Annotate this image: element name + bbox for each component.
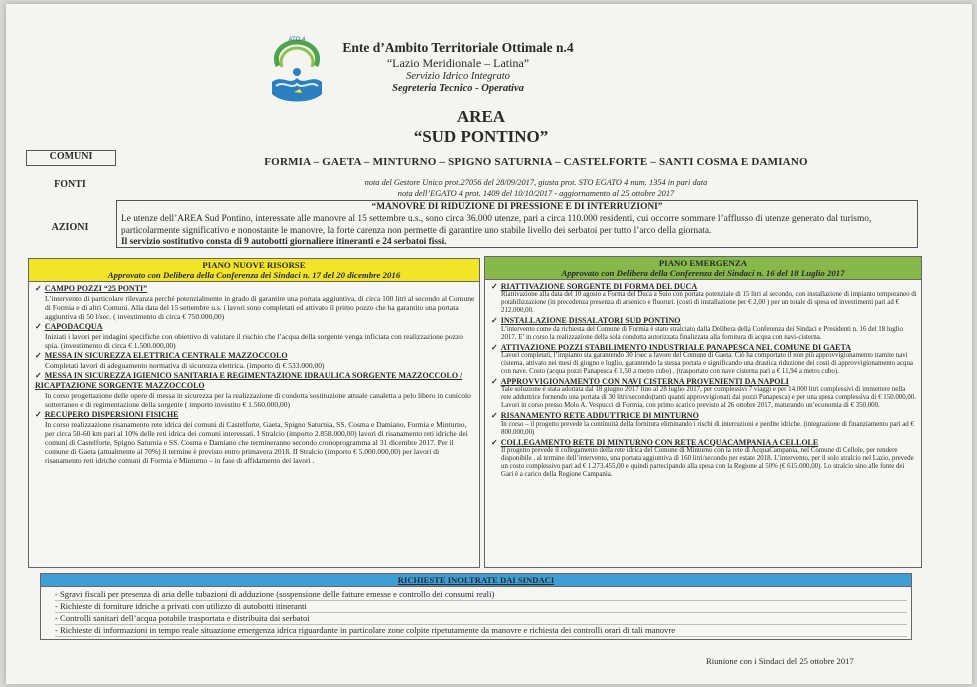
item-title: ✓ ATTIVAZIONE POZZI STABILIMENTO INDUSTRIALE PANAPESCA NEL COMUNE DI GAETA bbox=[491, 343, 917, 352]
azioni-service: Il servizio sostitutivo consta di 9 autobotti giornaliere itineranti e 24 serbatoi fissi. bbox=[121, 237, 447, 248]
item-title: ✓ RECUPERO DISPERSIONI FISICHE bbox=[35, 410, 475, 420]
list-item bbox=[491, 343, 917, 376]
piano-nuove-risorse-panel bbox=[28, 258, 480, 568]
piano-risorse-subtitle: Approvato con Delibera della Conferenza dei Sindaci n. 17 del 20 dicembre 2016 bbox=[107, 270, 401, 281]
piano-emergenza-header bbox=[485, 257, 921, 280]
piano-risorse-header bbox=[29, 259, 479, 282]
item-title: ✓ CAMPO POZZI “25 PONTI” bbox=[35, 284, 475, 294]
comuni-list: FORMIA – GAETA – MINTURNO – SPIGNO SATURNIA – CASTELFORTE – SANTI COSMA E DAMIANO bbox=[264, 156, 808, 168]
list-item: - Controlli sanitari dell’acqua potabile trasportata e distribuita dai serbatoi bbox=[55, 613, 907, 625]
org-title: Ente d’Ambito Territoriale Ottimale n.4 bbox=[342, 40, 574, 55]
piano-emergenza-subtitle: Approvato con Delibera della Conferenza dei Sindaci n. 16 del 18 Luglio 2017 bbox=[561, 268, 845, 279]
piano-emergenza-items bbox=[485, 280, 921, 479]
item-title: ✓ INSTALLAZIONE DISSALATORI SUD PONTINO bbox=[491, 316, 917, 325]
document-sheet bbox=[6, 4, 972, 684]
list-item bbox=[35, 322, 475, 350]
piano-risorse-items bbox=[29, 282, 479, 465]
item-desc: Il progetto prevede il collegamento della rete idrica del Comune di Minturno con la rete di AcquaCampania, nel Comune di Cellole, per rendere disponibile , al termine dell’intervento, una portata aggiuntiva di 160 litri/secondo per estate 2018. L’intervento, per il solo stralcio nel Lazio, prevede un costo complessivo pari ad € 1.273.455,00 e quindi partecipando alla spesa con la Regione al 50% (€ 615.000,00). Lo stralcio sino alle fonte dei Gari è a carico della Regione Campania. bbox=[501, 446, 914, 478]
item-desc: In corso – il progetto prevede la continuità della fornitura eliminando i rischi di interruzioni e perdite idriche. (integrazione di finanziamento pari ad € 800.000,00) bbox=[501, 420, 914, 436]
organization-header bbox=[328, 40, 588, 96]
item-desc: Lavori completati, l’impianto sta garantendo 30 l/sec a favore del Comune di Gaeta. Ciò ha comportato il non più approvvigionamento tramite navi cisterna, attivato nei mesi di giugno e luglio, garantendo la stessa portata e significando una drastica riduzione dei costi di approvvigionamento acqua con nave. Costo (acqua pozzi Panapesca € 1,50 a metro cubo) , (trasportato con nave cisterna pari a € 11,94 a metro cubo). bbox=[501, 352, 913, 376]
fonti-line: nota del Gestore Unico prot.27056 del 28/09/2017, giusta prot. STO EGATO 4 num. 1354 in pari data bbox=[364, 178, 708, 187]
label-azioni: AZIONI bbox=[26, 222, 114, 236]
area-title-line1: AREA bbox=[456, 107, 506, 126]
list-item bbox=[491, 282, 917, 315]
list-item bbox=[491, 411, 917, 436]
list-item: - Richieste di forniture idriche a privati con utilizzo di autobotti itineranti bbox=[55, 601, 907, 613]
piano-emergenza-panel bbox=[484, 256, 922, 568]
richieste-title: RICHIESTE INOLTRATE DAI SINDACI bbox=[41, 574, 911, 587]
item-desc: In corso progettazione delle opere di messa in sicurezza per la realizzazione di condotta sostituzione attuale canaletta a pelo libero in cunicolo sotterraneo e di regimentazione della sorgente ( importo investito € 1.560.000,00) bbox=[45, 390, 471, 409]
fonti-line: nota dell’EGATO 4 prot. 1409 del 10/10/2017 - aggiornamento al 25 ottobre 2017 bbox=[397, 188, 675, 198]
area-title-line2: “SUD PONTINO” bbox=[413, 127, 549, 147]
item-title: ✓ MESSA IN SICUREZZA IGIENICO SANITARIA E REGIMENTAZIONE IDRAULICA SORGENTE MAZZOCCOLO / RICAPTAZIONE SORGENTE MAZZOCCOLO bbox=[35, 371, 475, 391]
list-item bbox=[491, 316, 917, 341]
richieste-list bbox=[41, 587, 911, 639]
azioni-box bbox=[116, 200, 918, 248]
org-subtitle: “Lazio Meridionale – Latina” bbox=[386, 56, 530, 71]
item-title: ✓ RIATTIVAZIONE SORGENTE DI FORMA DEL DUCA bbox=[491, 282, 917, 291]
item-desc: Completati lavori di adeguamento normativa di sicurezza elettrica. (importo di € 533.000,00) bbox=[45, 361, 325, 371]
list-item: - Sgravi fiscali per presenza di aria delle tubazioni di adduzione (sospensione delle fatture emesse e controllo dei consumi reali) bbox=[55, 589, 907, 601]
item-title: ✓ CAPODACQUA bbox=[35, 322, 475, 332]
logo-caption: ATO 4 bbox=[288, 37, 306, 43]
item-title: ✓ RISANAMENTO RETE ADDUTTRICE DI MINTURNO bbox=[491, 411, 917, 420]
piano-emergenza-title: PIANO EMERGENZA bbox=[658, 258, 748, 268]
item-desc: L’intervento come da richiesta del Comune di Formia è stato stralciato dalla Delibera della Conferenza dei Sindaci e Presidenti n. 16 del 18 luglio 2017. E’ in corso la realizzazione della sola condotta autorizzata finalizzata alla fornitura di acqua con navi-cisterna. bbox=[501, 325, 903, 341]
footer-meeting-date: Riunione con i Sindaci del 25 ottobre 2017 bbox=[706, 656, 854, 666]
item-desc: In corso realizzazione risanamento rete idrica dei comuni di Castelforte, Gaeta, Spigno Saturnia, SS. Cosma e Damiano, Formia e Minturno, per circa 50-60 km pari al 10% delle reti idrica dei comuni interessati. I Stralcio (importo 2.858.000,00) lavori di risanamento reti idriche dei comuni di Castelforte, Spigno Saturnia e SS. Cosma e Damiano che termineranno secondo cronoprogramma al 31 dicembre 2017. Per il comune di Gaeta (attualmente al 70%) il termine è previsto entro primavera 2018. II Stralcio (importo € 5.000.000,00) per lavori di risanamento reti idriche comuni di Formia e Minturno – in fase di affidamento dei lavori . bbox=[45, 419, 468, 466]
list-item bbox=[35, 410, 475, 465]
list-item bbox=[35, 371, 475, 409]
area-title bbox=[376, 107, 586, 148]
azioni-title: “MANOVRE DI RIDUZIONE DI PRESSIONE E DI INTERRUZIONI” bbox=[371, 202, 663, 212]
piano-risorse-title: PIANO NUOVE RISORSE bbox=[202, 260, 306, 270]
list-item bbox=[35, 284, 475, 321]
label-comuni: COMUNI bbox=[26, 150, 116, 166]
item-desc: Riattivazione alla data del 10 agosto a Forma del Duca a Suio con portata potenziale di 15 litri al secondo, con installazione di impianto temporaneo di potabilizzazione (in precedenza presenza di arsenico e fluoruri. (costi di installazione per € 2,00 ) per un totale di spesa ed investimenti pari ad € 212.000,00. bbox=[501, 291, 917, 315]
list-item bbox=[35, 351, 475, 370]
list-item bbox=[491, 377, 917, 410]
item-desc: L’intervento di particolare rilevanza perché potenzialmente in grado di garantire una portata aggiuntiva, di circa 100 litri al secondo al Comune di Formia e di altri Comuni. Alla data del 15 settembre u.s. i lavori sono completati ed attivato il primo pozzo che ha garantito una portata aggiuntiva di 50 l/sec. ( investimento di circa € 750.000,00) bbox=[45, 293, 475, 322]
item-desc: Tale soluzione è stata adottata dal 18 giugno 2017 fino al 28 luglio 2017, per complessivi 7 viaggi e per 14.000 litri complessivi di immettere nella rete adduttrice fornendo una portata di 30 litri/secondo(tanti quanti approvvigionati dai pozzi Panapesca) e per una spesa complessiva di € 150.000,00. Lavori in corso presso Molo A. Vespucci di Formia, con primo scarico previsto al 26 ottobre 2017, maturando un’economia di € 350.000. bbox=[501, 386, 917, 410]
list-item bbox=[491, 438, 917, 479]
item-title: ✓ MESSA IN SICUREZZA ELETTRICA CENTRALE MAZZOCCOLO bbox=[35, 351, 475, 361]
label-fonti: FONTI bbox=[26, 176, 114, 196]
richieste-sindaci-box bbox=[40, 573, 912, 640]
org-office: Segreteria Tecnico - Operativa bbox=[392, 83, 524, 95]
azioni-text: Le utenze dell’AREA Sud Pontino, interessate alle manovre al 15 settembre u.s., sono circa 36.000 utenze, pari a circa 110.000 residenti, cui occorre sommare l’afflusso di utenze generato dal turismo, particolarmente significativo e nonostante le manovre, la forte carenza non permette di garantire uno stabile livello dei serbatoi per tutto l’arco della giornata. bbox=[121, 213, 872, 236]
item-title: ✓ APPROVVIGIONAMENTO CON NAVI CISTERNA PROVENIENTI DA NAPOLI bbox=[491, 377, 917, 386]
list-item: - Richieste di informazioni in tempo reale situazione emergenza idrica riguardante in particolare zone colpite ripetutamente da manovre e richiesta dei controlli orari di tali manovre bbox=[55, 625, 907, 637]
item-desc: Iniziati i lavori per indagini specifiche con obiettivo di valutare il rischio che l’acqua della sorgente venga inficiata con realizzazione pozzo spia. (investimento di circa € 1.500.000,00) bbox=[45, 332, 464, 351]
ato4-logo-icon bbox=[264, 34, 330, 106]
org-service: Servizio Idrico Integrato bbox=[406, 70, 510, 82]
item-title: ✓ COLLEGAMENTO RETE DI MINTURNO CON RETE ACQUACAMPANIA A CELLOLE bbox=[491, 438, 917, 447]
fonti-text bbox=[306, 178, 766, 199]
